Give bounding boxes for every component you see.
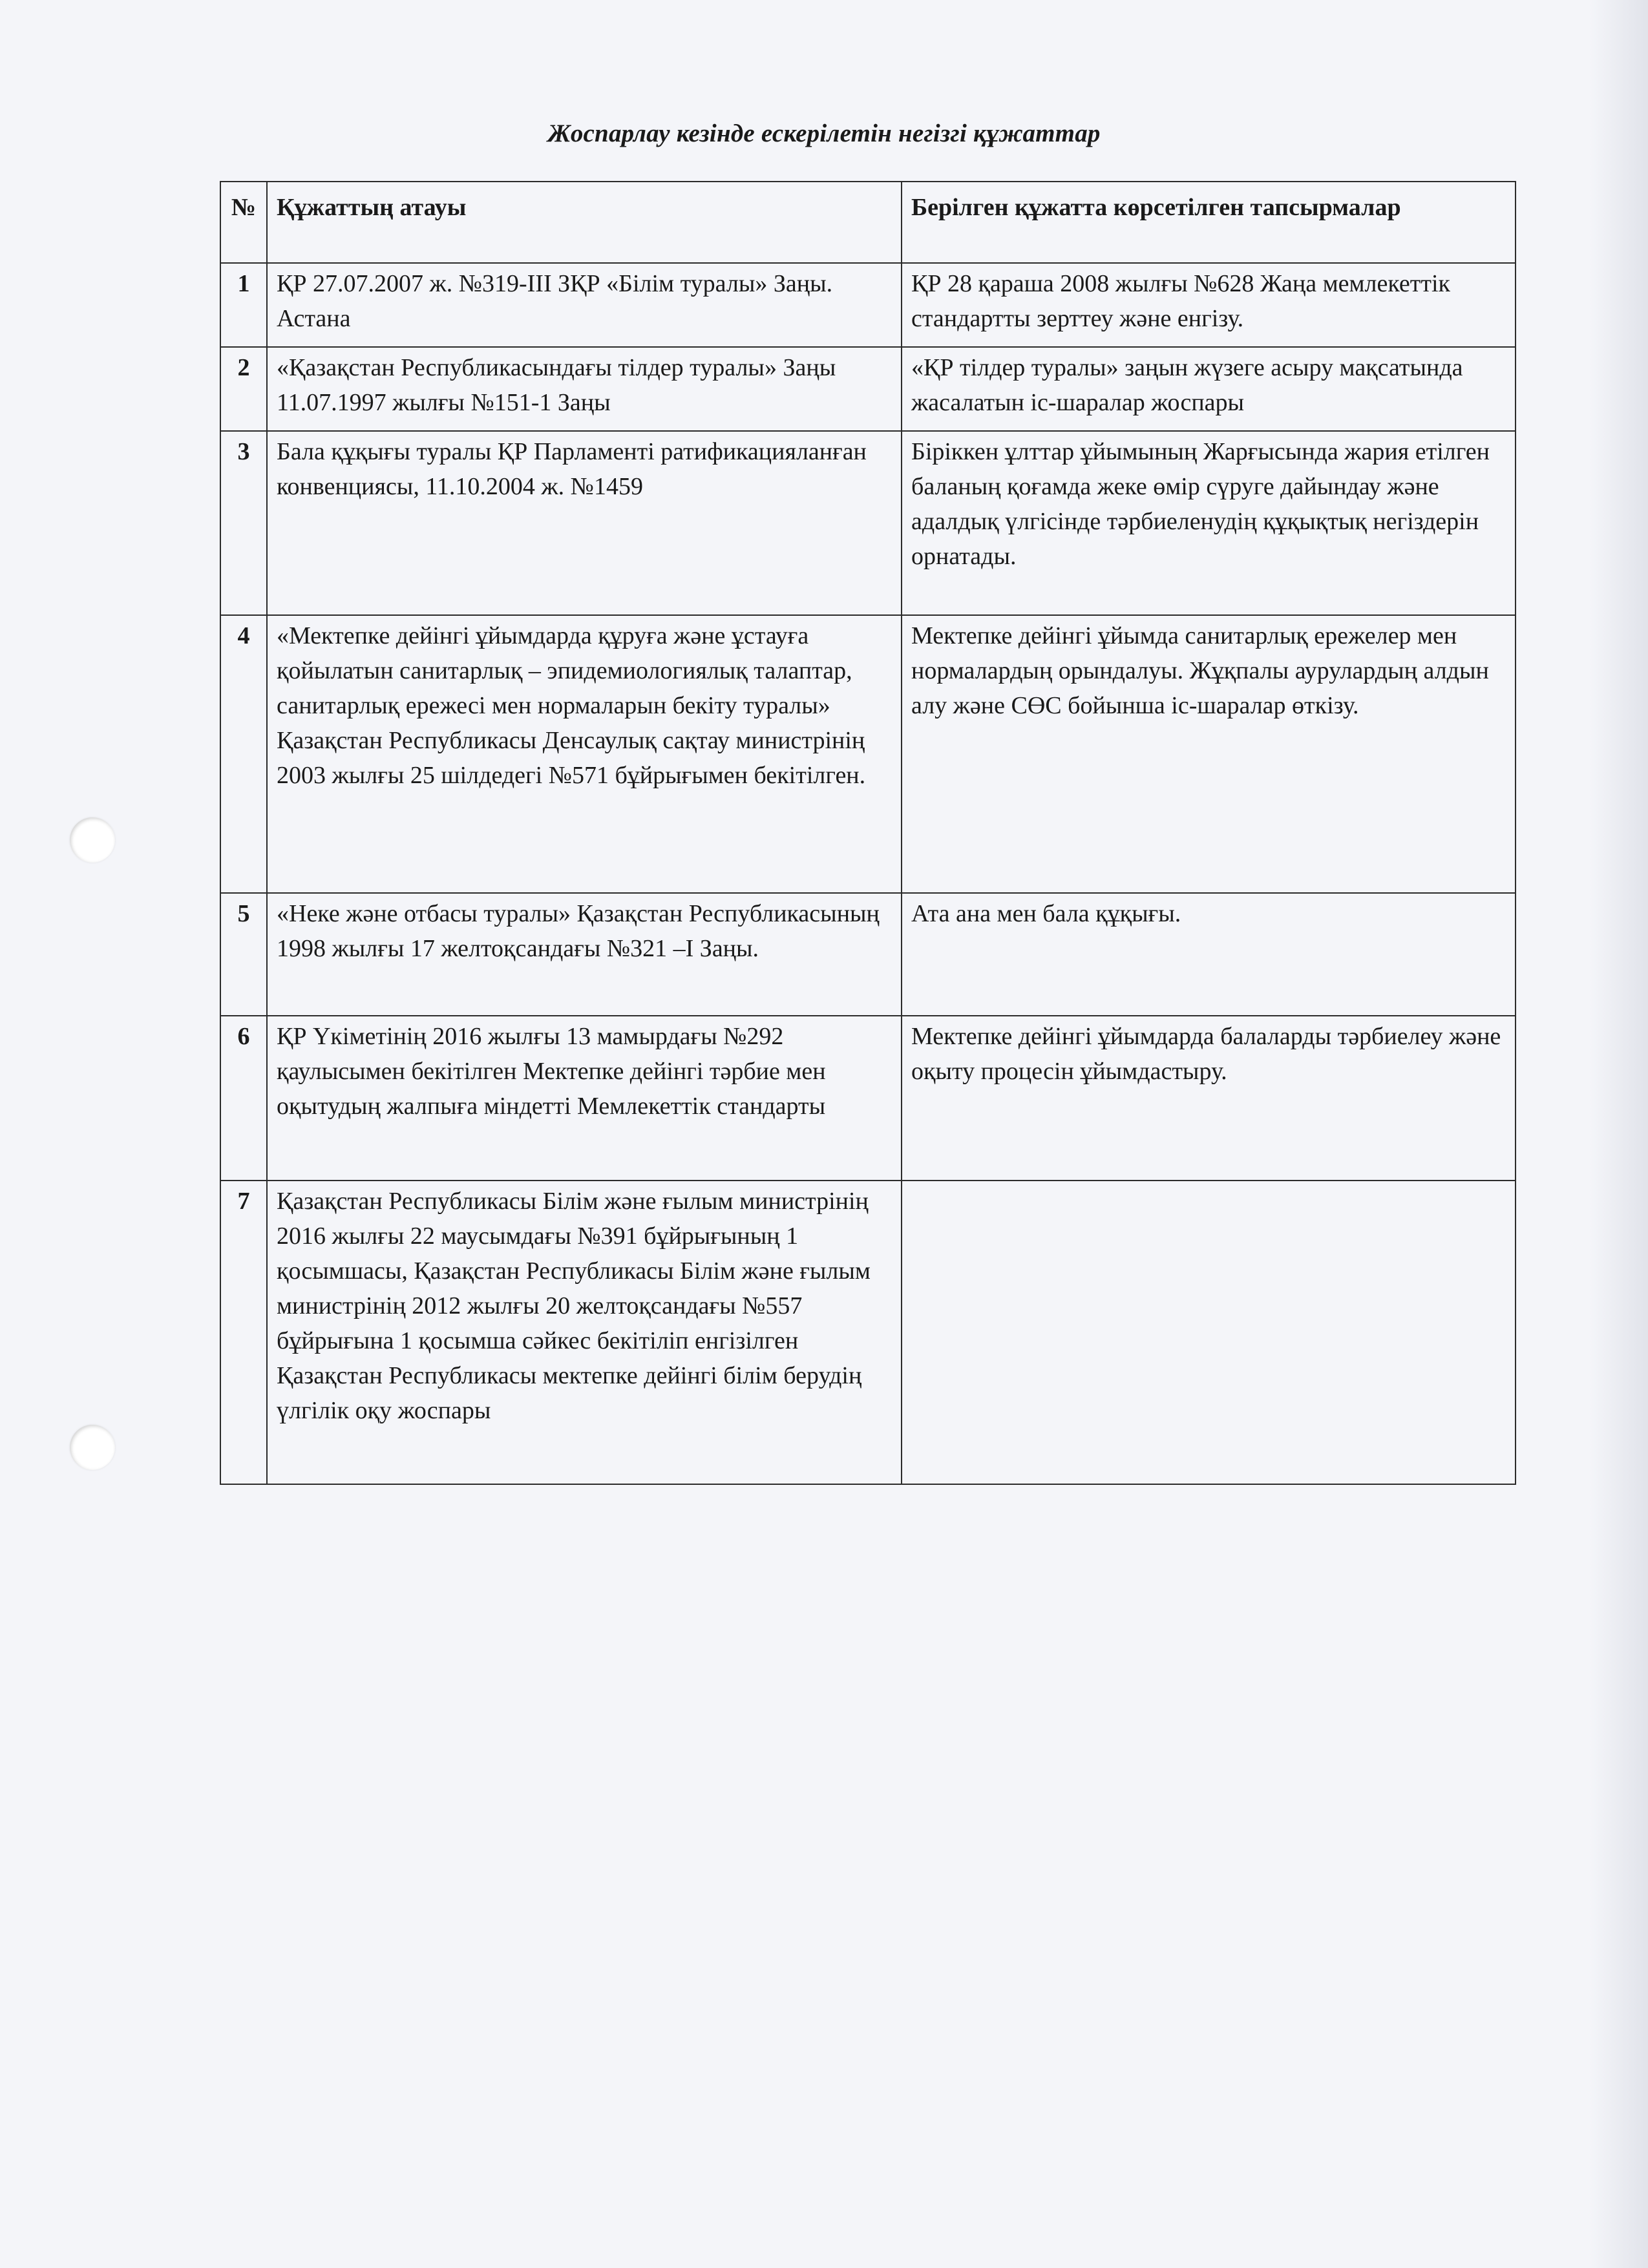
header-document-name: Құжаттың атауы (267, 182, 902, 263)
table-row (220, 431, 1516, 615)
header-number: № (220, 182, 267, 263)
tasks-cell: Мектепке дейінгі ұйымдарда балаларды тәрбиелеу және оқыту процесін ұйымдастыру. (902, 1016, 1516, 1181)
page-title: Жоспарлау кезінде ескерілетін негізгі құжаттар (547, 120, 1101, 147)
document-name-cell: ҚР Үкіметінің 2016 жылғы 13 мамырдағы №292 қаулысымен бекітілген Мектепке дейінгі тәрбие мен оқытудың жалпыға міндетті Мемлекеттік стандарты (267, 1016, 902, 1181)
tasks-cell: Мектепке дейінгі ұйымда санитарлық ережелер мен нормалардың орындалуы. Жұқпалы аурулардың алдын алу және СӨС бойынша іс-шаралар өткізу. (902, 615, 1516, 893)
row-number: 1 (220, 263, 267, 347)
documents-table (220, 181, 1516, 1485)
document-name-cell: Бала құқығы туралы ҚР Парламенті ратификацияланған конвенциясы, 11.10.2004 ж. №1459 (267, 431, 902, 615)
row-number: 5 (220, 893, 267, 1016)
table-row (220, 893, 1516, 1016)
header-tasks: Берілген құжатта көрсетілген тапсырмалар (902, 182, 1516, 263)
row-number: 6 (220, 1016, 267, 1181)
table-row (220, 263, 1516, 347)
table-header-row (220, 182, 1516, 263)
punch-hole-bottom (70, 1425, 115, 1470)
document-name-cell: Қазақстан Республикасы Білім және ғылым министрінің 2016 жылғы 22 маусымдағы №391 бұйрығының 1 қосымшасы, Қазақстан Республикасы Білім және ғылым министрінің 2012 жылғы 20 желтоқсандағы №557 бұйрығына 1 қосымша сәйкес бекітіліп енгізілген Қазақстан Республикасы мектепке дейінгі білім берудің үлгілік оқу жоспары (267, 1181, 902, 1484)
document-name-cell: ҚР 27.07.2007 ж. №319-ІІІ ЗҚР «Білім туралы» Заңы. Астана (267, 263, 902, 347)
tasks-cell: «ҚР тілдер туралы» заңын жүзеге асыру мақсатында жасалатын іс-шаралар жоспары (902, 347, 1516, 431)
document-name-cell: «Мектепке дейінгі ұйымдарда құруға және ұстауға қойылатын санитарлық – эпидемиологиялық талаптар, санитарлық ережесі мен нормаларын бекіту туралы» Қазақстан Республикасы Денсаулық сақтау министрінің 2003 жылғы 25 шілдедегі №571 бұйрығымен бекітілген. (267, 615, 902, 893)
table-row (220, 1016, 1516, 1181)
tasks-cell: Ата ана мен бала құқығы. (902, 893, 1516, 1016)
document-name-cell: «Қазақстан Республикасындағы тілдер туралы» Заңы 11.07.1997 жылғы №151-1 Заңы (267, 347, 902, 431)
tasks-cell (902, 1181, 1516, 1484)
document-name-cell: «Неке және отбасы туралы» Қазақстан Республикасының 1998 жылғы 17 желтоқсандағы №321 –І Заңы. (267, 893, 902, 1016)
row-number: 4 (220, 615, 267, 893)
page-edge-shadow (1590, 0, 1648, 2268)
tasks-cell: Біріккен ұлттар ұйымының Жарғысында жария етілген баланың қоғамда жеке өмір сүруге дайындау және адалдық үлгісінде тәрбиеленудің құқықтық негіздерін орнатады. (902, 431, 1516, 615)
row-number: 7 (220, 1181, 267, 1484)
table-row (220, 347, 1516, 431)
row-number: 2 (220, 347, 267, 431)
table-row (220, 615, 1516, 893)
tasks-cell: ҚР 28 қараша 2008 жылғы №628 Жаңа мемлекеттік стандартты зерттеу және енгізу. (902, 263, 1516, 347)
punch-hole-top (70, 817, 115, 863)
row-number: 3 (220, 431, 267, 615)
table-row (220, 1181, 1516, 1484)
